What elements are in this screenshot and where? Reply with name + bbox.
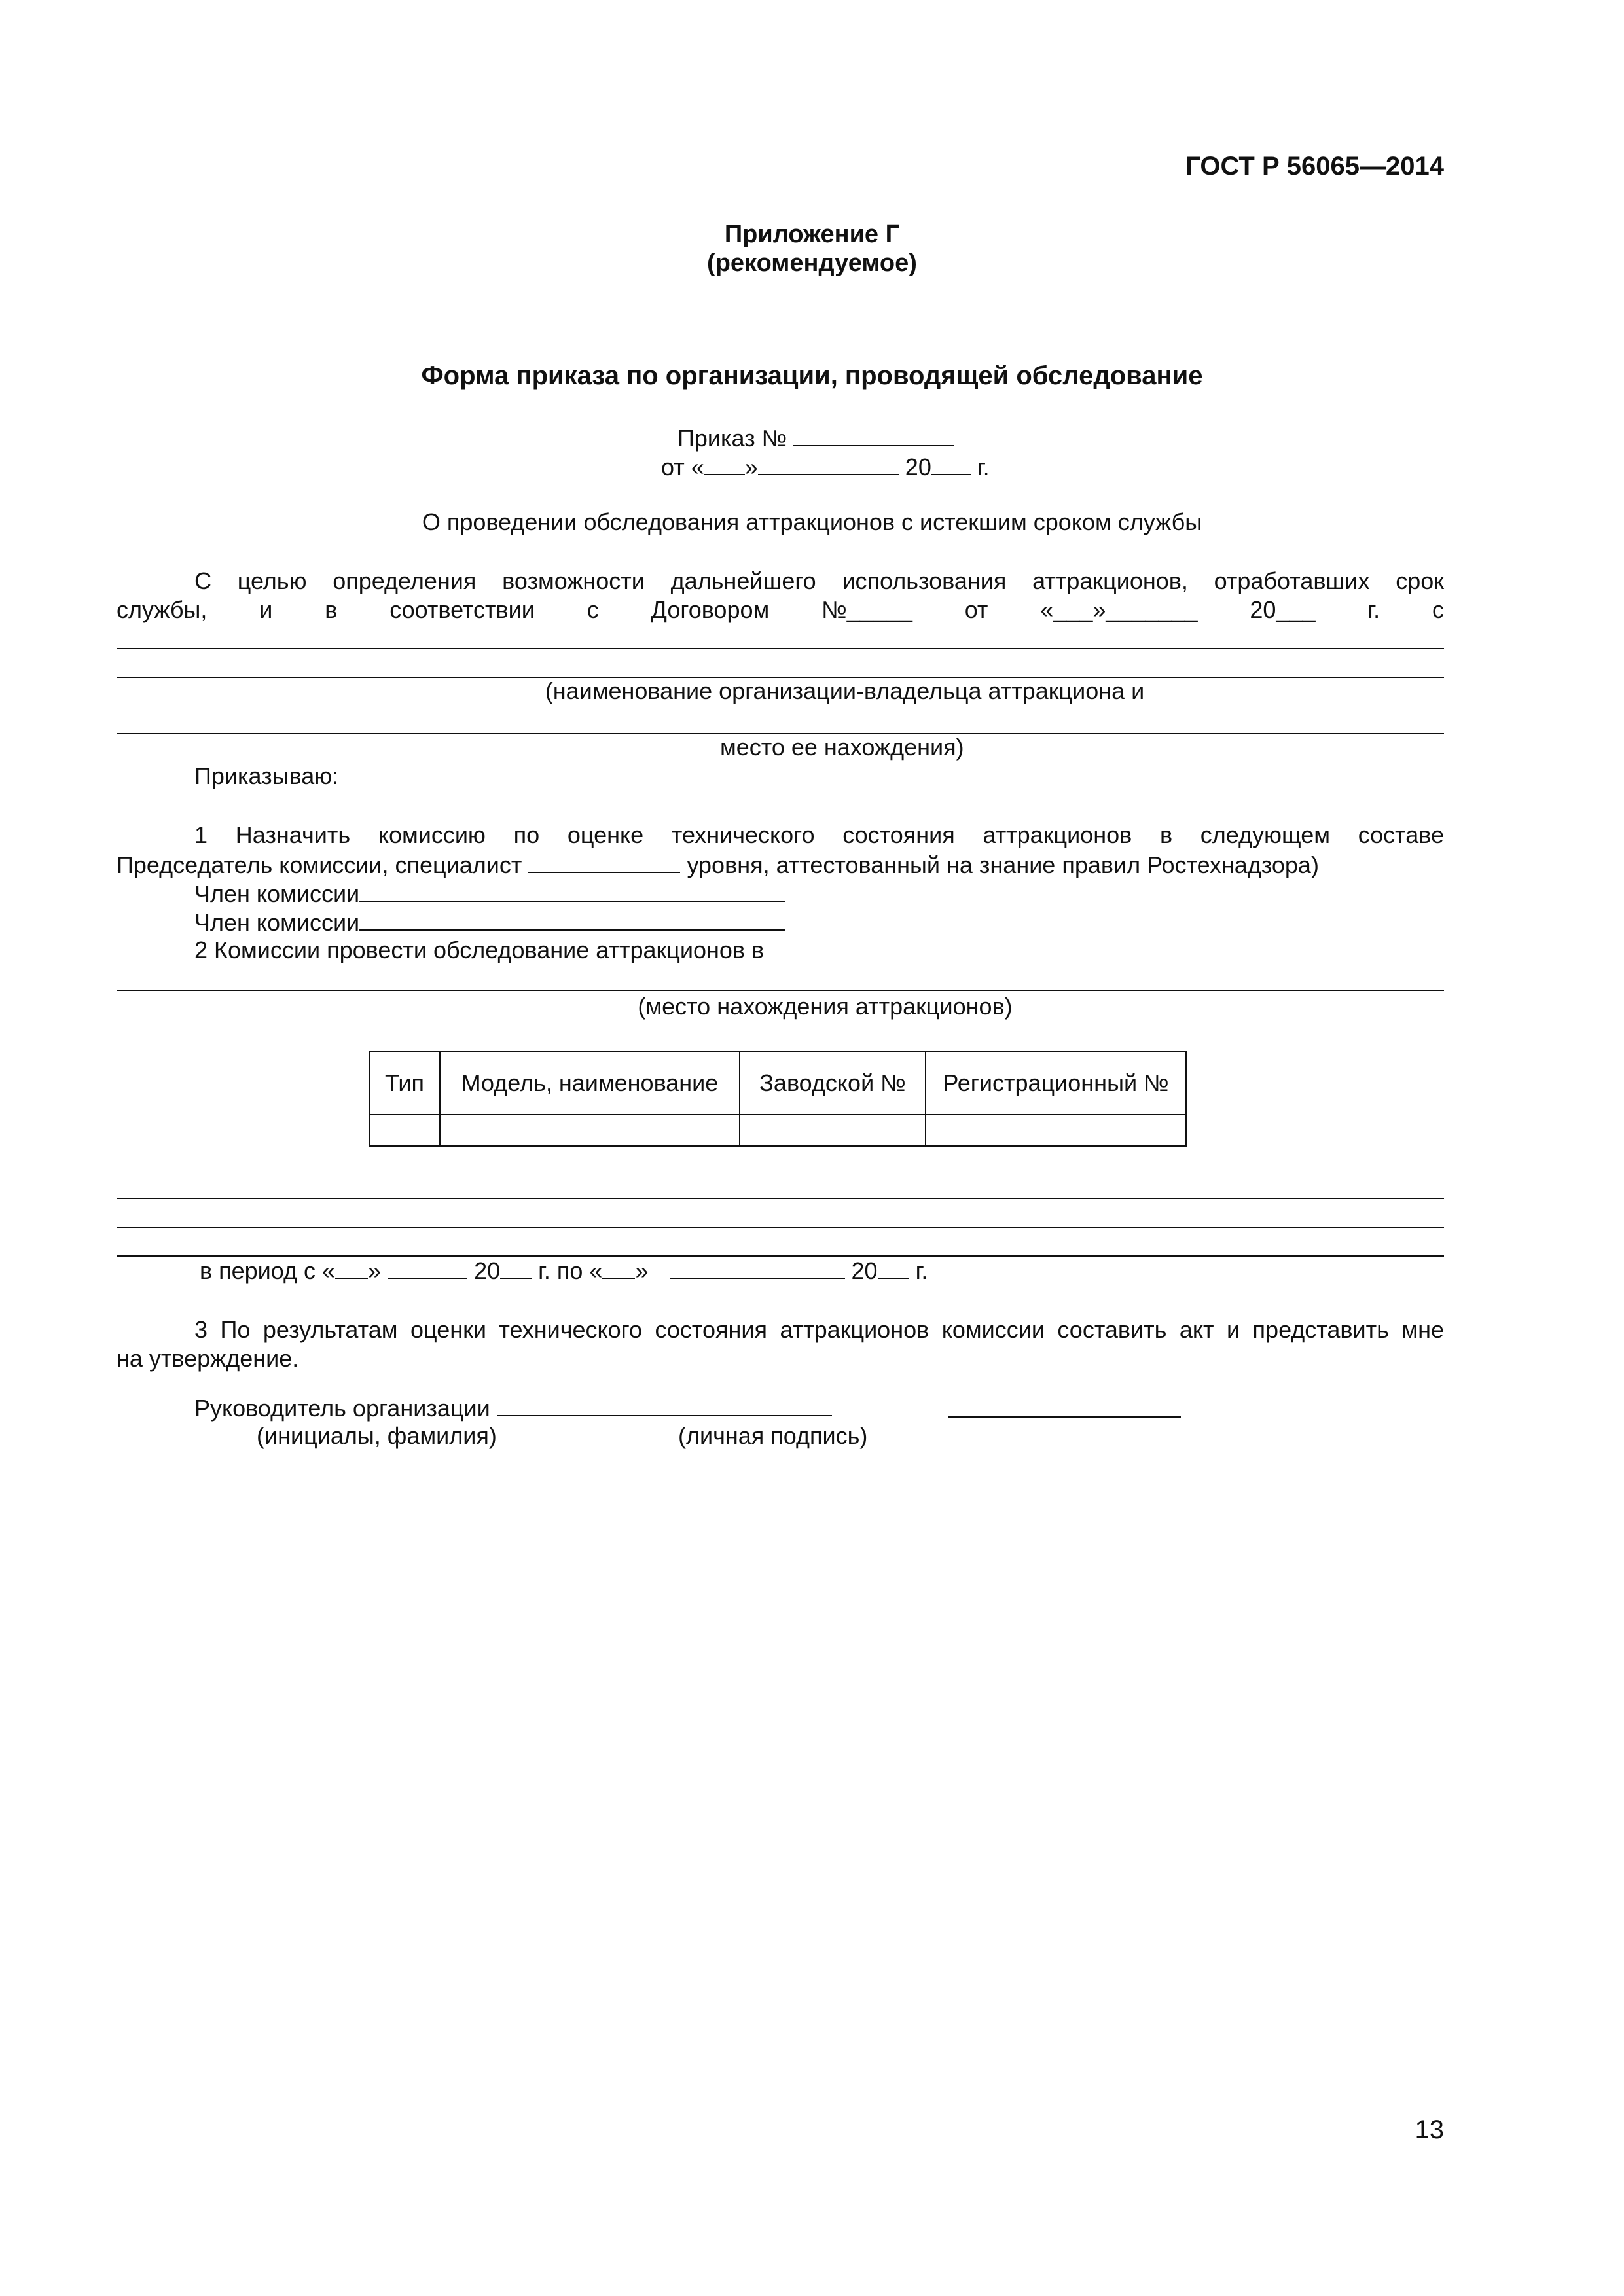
head-name-blank[interactable] [497, 1393, 832, 1416]
order-year-blank[interactable] [931, 452, 971, 475]
page-number: 13 [1415, 2115, 1444, 2144]
blank-line-2[interactable] [117, 1227, 1444, 1228]
intro-word: в [325, 596, 338, 623]
member2-line [194, 907, 785, 937]
intro-word: г. [1367, 596, 1380, 623]
order-number-blank[interactable] [793, 423, 954, 446]
period-to-month-blank[interactable] [670, 1255, 845, 1279]
caption-sign: (личная подпись) [678, 1422, 868, 1449]
period-from-year: 20 [474, 1257, 501, 1284]
period-from-day-blank[interactable] [335, 1255, 368, 1279]
item2-caption: (место нахождения аттракционов) [638, 993, 1013, 1020]
member1-line [194, 878, 785, 908]
signature-line [194, 1393, 832, 1423]
head-label: Руководитель организации [194, 1395, 490, 1422]
order-date-year: 20 [905, 454, 931, 480]
form-title: Форма приказа по организации, проводящей обследование [421, 361, 1203, 390]
table-row [369, 1115, 1186, 1146]
order-date-mid: » [744, 454, 758, 480]
intro-word: №_____ [821, 596, 912, 623]
chair-prefix: Председатель комиссии, специалист [117, 852, 522, 878]
owner-caption-1: (наименование организации-владельца аттракциона и [545, 677, 1145, 704]
intro-word: Договором [651, 596, 770, 623]
order-day-blank[interactable] [704, 452, 745, 475]
table-header-serial: Заводской № [740, 1052, 926, 1115]
table-header-model: Модель, наименование [440, 1052, 740, 1115]
order-date-line [661, 452, 990, 482]
chair-suffix: уровня, аттестованный на знание правил Ростехнадзора) [687, 852, 1319, 878]
item1-chair-line [117, 850, 1319, 880]
member1-blank[interactable] [359, 878, 785, 902]
item3-line-2: на утверждение. [117, 1345, 299, 1372]
period-from-month-blank[interactable] [388, 1255, 467, 1279]
table-header-row [369, 1052, 1186, 1115]
order-number-label: Приказ № [677, 425, 787, 452]
item1-line-1: 1 Назначить комиссию по оценке технического состояния аттракционов в следующем составе [194, 821, 1444, 848]
intro-word: и [259, 596, 273, 623]
appendix-status: (рекомендуемое) [707, 249, 917, 277]
owner-name-blank-1[interactable] [117, 648, 1444, 649]
item2-text: 2 Комиссии провести обследование аттракционов в [194, 937, 765, 963]
intro-word: «___»_______ [1040, 596, 1198, 623]
order-number-line [677, 423, 954, 453]
intro-word: 20___ [1250, 596, 1316, 623]
attraction-location-blank[interactable] [117, 990, 1444, 991]
period-to-suffix: г. [915, 1257, 928, 1284]
item3-line-1: 3 По результатам оценки технического состояния аттракционов комиссии составить акт и представить мне [194, 1316, 1444, 1343]
attractions-table [369, 1051, 1187, 1147]
table-cell-registration[interactable] [926, 1115, 1186, 1146]
intro-line-1: С целью определения возможности дальнейшего использования аттракционов, отработавших срок [194, 567, 1444, 594]
standard-code: ГОСТ Р 56065—2014 [1185, 152, 1444, 181]
order-date-suffix: г. [977, 454, 990, 480]
table-header-registration: Регистрационный № [926, 1052, 1186, 1115]
intro-word: от [964, 596, 988, 623]
period-to-day-blank[interactable] [602, 1255, 635, 1279]
period-to-year-blank[interactable] [878, 1255, 909, 1279]
member2-blank[interactable] [359, 907, 785, 931]
period-from-year-blank[interactable] [500, 1255, 532, 1279]
period-to-prefix: г. по « [538, 1257, 603, 1284]
table-cell-serial[interactable] [740, 1115, 926, 1146]
intro-word: с [1432, 596, 1444, 623]
intro-line-2 [117, 596, 1444, 624]
table-cell-model[interactable] [440, 1115, 740, 1146]
period-from-prefix: в период с « [200, 1257, 336, 1284]
caption-name: (инициалы, фамилия) [257, 1422, 497, 1449]
member1-label: Член комиссии [194, 880, 360, 907]
member2-label: Член комиссии [194, 909, 360, 936]
head-signature-blank[interactable] [948, 1416, 1181, 1418]
owner-caption-2: место ее нахождения) [720, 734, 964, 761]
order-subject: О проведении обследования аттракционов с истекшим сроком службы [422, 509, 1202, 535]
table-header-type: Тип [369, 1052, 440, 1115]
period-from-mid: » [368, 1257, 382, 1284]
order-word: Приказываю: [194, 762, 339, 789]
blank-line-1[interactable] [117, 1198, 1444, 1199]
intro-word: с [586, 596, 599, 623]
chair-level-blank[interactable] [528, 850, 680, 873]
period-to-year: 20 [851, 1257, 878, 1284]
table-cell-type[interactable] [369, 1115, 440, 1146]
intro-word: соответствии [389, 596, 535, 623]
period-line [200, 1255, 928, 1285]
order-date-prefix: от « [661, 454, 704, 480]
order-month-blank[interactable] [758, 452, 899, 475]
appendix-title: Приложение Г [724, 221, 900, 248]
period-to-mid: » [635, 1257, 649, 1284]
intro-word: службы, [117, 596, 208, 623]
